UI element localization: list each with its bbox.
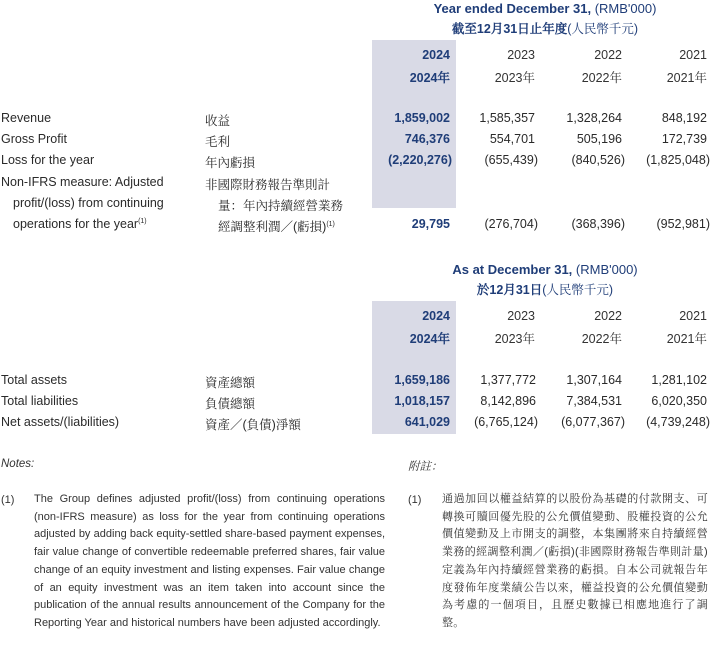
- net-assets-label-zh: 資產／(負債)淨額: [205, 418, 301, 432]
- revenue-2023: 1,585,357: [479, 111, 535, 125]
- nonifrs-label-sup: (1): [138, 217, 147, 225]
- section1-heading-en: Year ended December 31,: [433, 1, 592, 16]
- total-assets-2023: 1,377,772: [480, 373, 536, 387]
- nonifrs-2021: (952,981): [656, 217, 710, 231]
- notes-title-en: Notes:: [1, 458, 35, 470]
- net-assets-2023: (6,765,124): [474, 415, 538, 429]
- section2-heading-zh: 於12月31日: [476, 283, 543, 297]
- net-assets-2021: (4,739,248): [646, 415, 710, 429]
- total-liabilities-2021: 6,020,350: [651, 394, 707, 408]
- nonifrs-label-line3: [13, 217, 147, 231]
- gross-profit-2022: 505,196: [576, 132, 622, 146]
- loss-2022: (840,526): [571, 153, 625, 167]
- revenue-label: Revenue: [1, 111, 52, 125]
- s2-year-2021-zh: 2021年: [666, 332, 707, 346]
- net-assets-2024: 641,029: [404, 415, 450, 429]
- s1-year-2023: 2023: [507, 48, 535, 62]
- nonifrs-label-line3-text: operations for the year: [13, 217, 139, 231]
- gross-profit-2023: 554,701: [489, 132, 535, 146]
- total-liabilities-2022: 7,384,531: [566, 394, 622, 408]
- s2-year-2024: 2024: [422, 309, 450, 323]
- s2-year-2023-zh: 2023年: [494, 332, 535, 346]
- net-assets-label: Net assets/(liabilities): [1, 415, 120, 429]
- total-assets-label-zh: 資產總額: [205, 376, 256, 390]
- nonifrs-label-zh-line1: 非國際財務報告準則計: [205, 178, 331, 192]
- nonifrs-2022: (368,396): [571, 217, 625, 231]
- section1-heading-zh-unit: (人民幣千元): [567, 22, 639, 36]
- nonifrs-2023: (276,704): [484, 217, 538, 231]
- section2-heading-unit: (RMB'000): [575, 262, 638, 277]
- total-assets-label: Total assets: [1, 373, 68, 387]
- s1-year-2024: 2024: [422, 48, 450, 62]
- revenue-2022: 1,328,264: [566, 111, 622, 125]
- total-assets-2021: 1,281,102: [651, 373, 707, 387]
- s2-year-2024-zh: 2024年: [409, 332, 450, 346]
- gross-profit-2021: 172,739: [661, 132, 707, 146]
- revenue-label-zh: 收益: [205, 114, 231, 128]
- notes-title-zh: 附註：: [408, 461, 443, 473]
- note-body-en: The Group defines adjusted profit/(loss) from continuing operations (non-IFRS measure) as loss for the year from continuing operations adjusted by adding back equity-settled share-based payment expenses, fair value change of convertible redeemable preferred shares, fair value change of an equity investment and listing expenses. Fair value change of an equity investment was an item taken into account since the publication of the annual results announcement of the Company for the Reporting Year and historical numbers have been adjusted accordingly.: [34, 493, 385, 629]
- loss-2023: (655,439): [484, 153, 538, 167]
- s1-year-2022-zh: 2022年: [581, 71, 622, 85]
- s2-year-2022: 2022: [594, 309, 622, 323]
- s2-year-2021: 2021: [679, 309, 707, 323]
- loss-label-zh: 年內虧損: [205, 156, 256, 170]
- nonifrs-label-zh-line3: [218, 217, 335, 235]
- s1-year-2021: 2021: [679, 48, 707, 62]
- nonifrs-label-line1: Non-IFRS measure: Adjusted: [1, 175, 164, 189]
- section1-heading: [400, 1, 690, 37]
- section1-heading-zh: 截至12月31日止年度: [451, 22, 568, 36]
- gross-profit-label: Gross Profit: [1, 132, 67, 146]
- nonifrs-label-zh-sup: (1): [326, 220, 335, 228]
- revenue-2024: 1,859,002: [394, 111, 450, 125]
- s1-year-2023-zh: 2023年: [494, 71, 535, 85]
- total-liabilities-label-zh: 負債總額: [205, 397, 256, 411]
- revenue-2021: 848,192: [661, 111, 707, 125]
- section1-heading-unit: (RMB'000): [594, 1, 657, 16]
- gross-profit-2024: 746,376: [404, 132, 450, 146]
- loss-2021: (1,825,048): [646, 153, 710, 167]
- note-body-zh: 通過加回以權益結算的以股份為基礎的付款開支、可轉換可贖回優先股的公允價值變動、股權投資的公允價值變動及上市開支的調整，本集團將來自持續經營業務的經調整利潤／(虧損)(非國際財務報告準則計量)定義為年內持續經營業務的虧損。自本公司就報告年度發佈年度業績公告以來，權益投資的公允價值變動為考慮的一個項目，且歷史數據已相應地進行了調整。: [442, 493, 708, 629]
- total-liabilities-label: Total liabilities: [1, 394, 79, 408]
- total-assets-2022: 1,307,164: [566, 373, 622, 387]
- total-assets-2024: 1,659,186: [394, 373, 450, 387]
- nonifrs-2024: 29,795: [411, 217, 450, 231]
- section2-heading-zh-unit: (人民幣千元): [542, 283, 614, 297]
- total-liabilities-2023: 8,142,896: [480, 394, 536, 408]
- nonifrs-label-zh-line3-text: 經調整利潤／(虧損): [218, 220, 327, 234]
- section2-heading-en: As at December 31,: [452, 262, 573, 277]
- s1-year-2024-zh: 2024年: [409, 71, 450, 85]
- net-assets-2022: (6,077,367): [561, 415, 625, 429]
- nonifrs-label-zh-line2: 量：年內持續經營業務: [218, 199, 344, 213]
- total-liabilities-2024: 1,018,157: [394, 394, 450, 408]
- s2-year-2023: 2023: [507, 309, 535, 323]
- s1-year-2022: 2022: [594, 48, 622, 62]
- note-index-zh: (1): [408, 494, 422, 506]
- s1-year-2021-zh: 2021年: [666, 71, 707, 85]
- loss-label: Loss for the year: [1, 153, 95, 167]
- section2-heading: [400, 262, 690, 298]
- s2-year-2022-zh: 2022年: [581, 332, 622, 346]
- loss-2024: (2,220,276): [388, 153, 452, 167]
- nonifrs-label-line2: profit/(loss) from continuing: [13, 196, 164, 210]
- note-index-en: (1): [1, 494, 15, 506]
- gross-profit-label-zh: 毛利: [205, 135, 231, 149]
